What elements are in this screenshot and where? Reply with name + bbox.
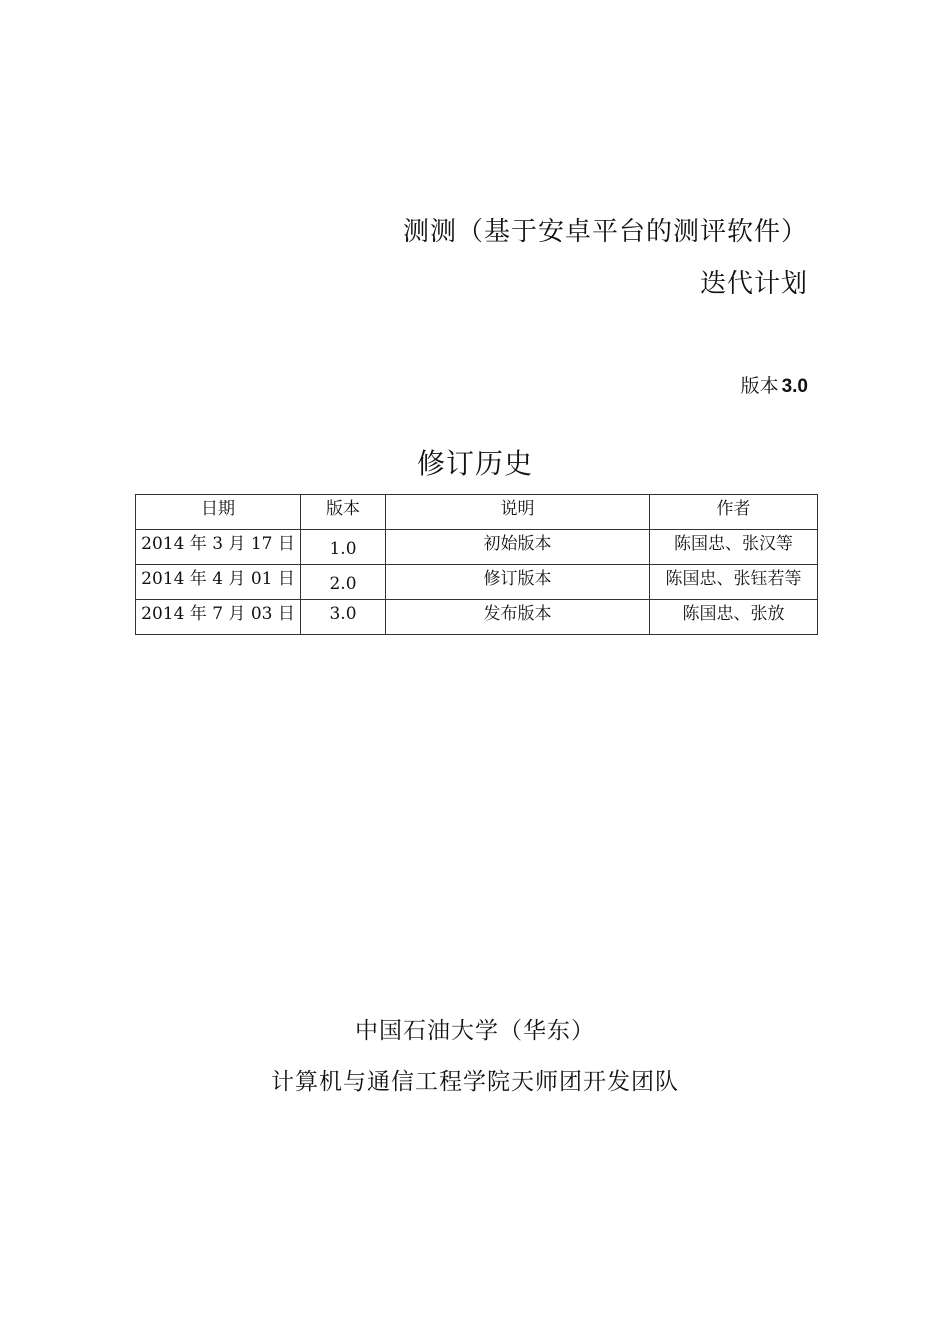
table-header-row — [136, 495, 818, 530]
cell-description: 初始版本 — [386, 530, 650, 565]
version-label: 版本 — [740, 375, 779, 397]
column-header-author: 作者 — [650, 495, 818, 530]
revision-history-table — [135, 494, 818, 635]
column-header-description: 说明 — [386, 495, 650, 530]
document-title: 测测（基于安卓平台的测评软件） — [402, 217, 808, 247]
cell-description: 修订版本 — [386, 565, 650, 600]
table-row — [136, 600, 818, 635]
cell-author: 陈国忠、张钰若等 — [650, 565, 818, 600]
version-number: 3.0 — [781, 376, 808, 397]
cell-version: 3.0 — [301, 600, 386, 635]
table-row — [136, 565, 818, 600]
column-header-version: 版本 — [301, 495, 386, 530]
document-subtitle: 迭代计划 — [699, 269, 808, 299]
cell-author: 陈国忠、张放 — [650, 600, 818, 635]
cell-author: 陈国忠、张汉等 — [650, 530, 818, 565]
version-line — [741, 371, 808, 398]
cell-date: 2014 年 3 月 17 日 — [136, 530, 301, 565]
cell-description: 发布版本 — [386, 600, 650, 635]
footer-team: 计算机与通信工程学院天师团开发团队 — [271, 1069, 679, 1095]
table-row — [136, 530, 818, 565]
cell-version: 2.0 — [301, 565, 386, 600]
footer-organization: 中国石油大学（华东） — [355, 1018, 595, 1044]
cell-version: 1.0 — [301, 530, 386, 565]
cell-date: 2014 年 4 月 01 日 — [136, 565, 301, 600]
revision-history-heading: 修订历史 — [416, 447, 533, 480]
column-header-date: 日期 — [136, 495, 301, 530]
cell-date: 2014 年 7 月 03 日 — [136, 600, 301, 635]
